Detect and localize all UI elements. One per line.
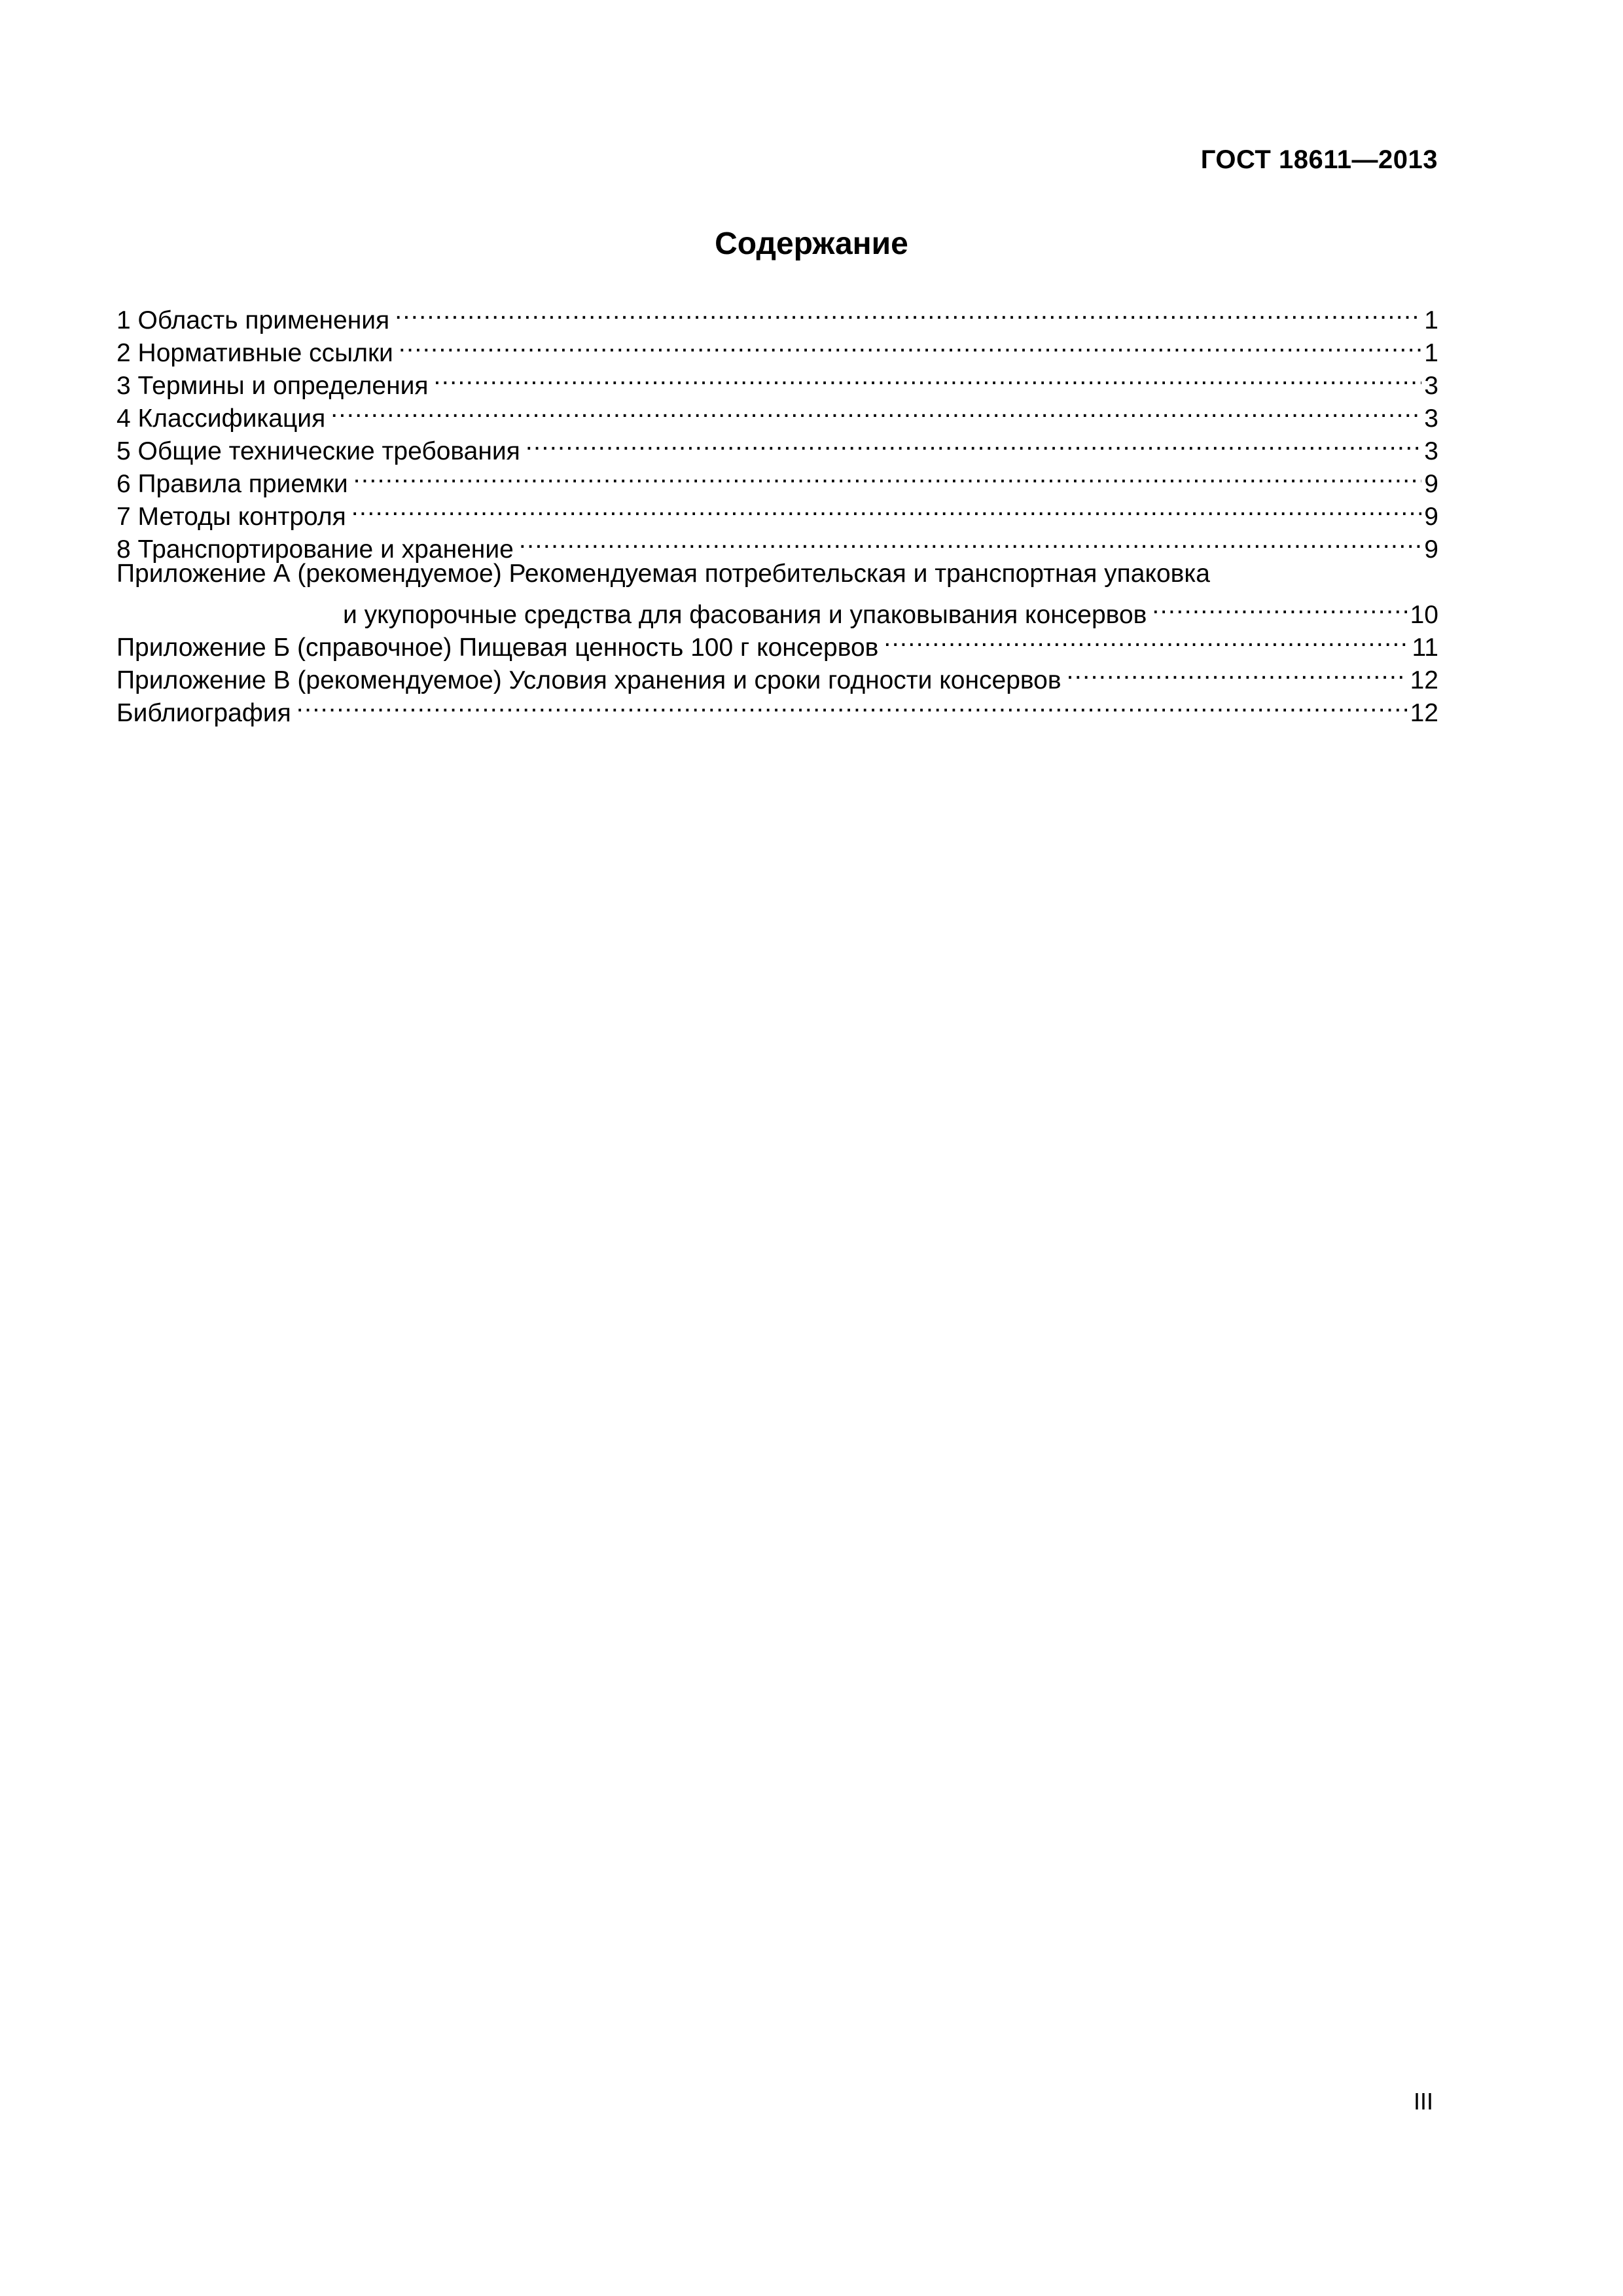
toc-entry-page: 12 <box>1410 699 1438 727</box>
toc-entry-label: 5 Общие технические требования <box>116 437 520 465</box>
toc-leader-dots <box>395 296 1421 329</box>
toc-entry-page: 9 <box>1424 503 1438 531</box>
toc-leader-dots <box>296 689 1408 721</box>
toc-entry[interactable] <box>116 296 1438 334</box>
toc-title: Содержание <box>715 226 908 261</box>
toc-entry-label: Приложение В (рекомендуемое) Условия хранения и сроки годности консервов <box>116 666 1061 694</box>
toc-entry-page: 1 <box>1424 306 1438 334</box>
toc-leader-dots <box>351 492 1422 525</box>
toc-entry-page: 3 <box>1424 372 1438 400</box>
toc-entry-page: 1 <box>1424 339 1438 367</box>
page-number: III <box>1413 2088 1433 2115</box>
toc-entry-label: 4 Классификация <box>116 404 326 433</box>
toc-entry-page: 11 <box>1412 634 1438 662</box>
toc-entry-page: 3 <box>1424 437 1438 465</box>
toc-leader-dots <box>883 623 1409 656</box>
toc-leader-dots <box>1067 656 1408 689</box>
toc-entry-page: 3 <box>1424 404 1438 433</box>
toc-entry[interactable] <box>116 689 1438 727</box>
toc-entry-label: 1 Область применения <box>116 306 390 334</box>
toc-entry-label: 8 Транспортирование и хранение <box>116 535 514 564</box>
toc-entry-page: 9 <box>1424 470 1438 498</box>
toc-leader-dots <box>519 525 1421 558</box>
toc-entry-label: 7 Методы контроля <box>116 503 346 531</box>
toc-leader-dots <box>399 329 1421 361</box>
toc-entry-page: 9 <box>1424 535 1438 564</box>
toc-entry-label: 3 Термины и определения <box>116 372 429 400</box>
document-code: ГОСТ 18611—2013 <box>1200 145 1438 174</box>
toc-entry-label-continued: и укупорочные средства для фасования и упаковывания консервов <box>343 601 1147 629</box>
toc-entry-label: Библиография <box>116 699 291 727</box>
toc-entry-page: 12 <box>1410 666 1438 694</box>
toc-entry-page: 10 <box>1410 601 1438 629</box>
toc-leader-dots <box>434 361 1422 394</box>
toc-entry-label: 2 Нормативные ссылки <box>116 339 393 367</box>
toc-leader-dots <box>330 394 1421 427</box>
toc-entry-label: 6 Правила приемки <box>116 470 348 498</box>
toc-entry-label: Приложение Б (справочное) Пищевая ценность 100 г консервов <box>116 634 879 662</box>
toc-entry-continuation[interactable] <box>116 590 1438 629</box>
toc-leader-dots <box>526 427 1421 459</box>
toc-entry-label: Приложение А (рекомендуемое) Рекомендуемая потребительская и транспортная упаковка <box>116 560 1210 588</box>
toc-entry[interactable] <box>116 558 1438 590</box>
toc-leader-dots <box>1152 590 1407 623</box>
table-of-contents <box>116 296 1438 727</box>
toc-leader-dots <box>353 459 1422 492</box>
